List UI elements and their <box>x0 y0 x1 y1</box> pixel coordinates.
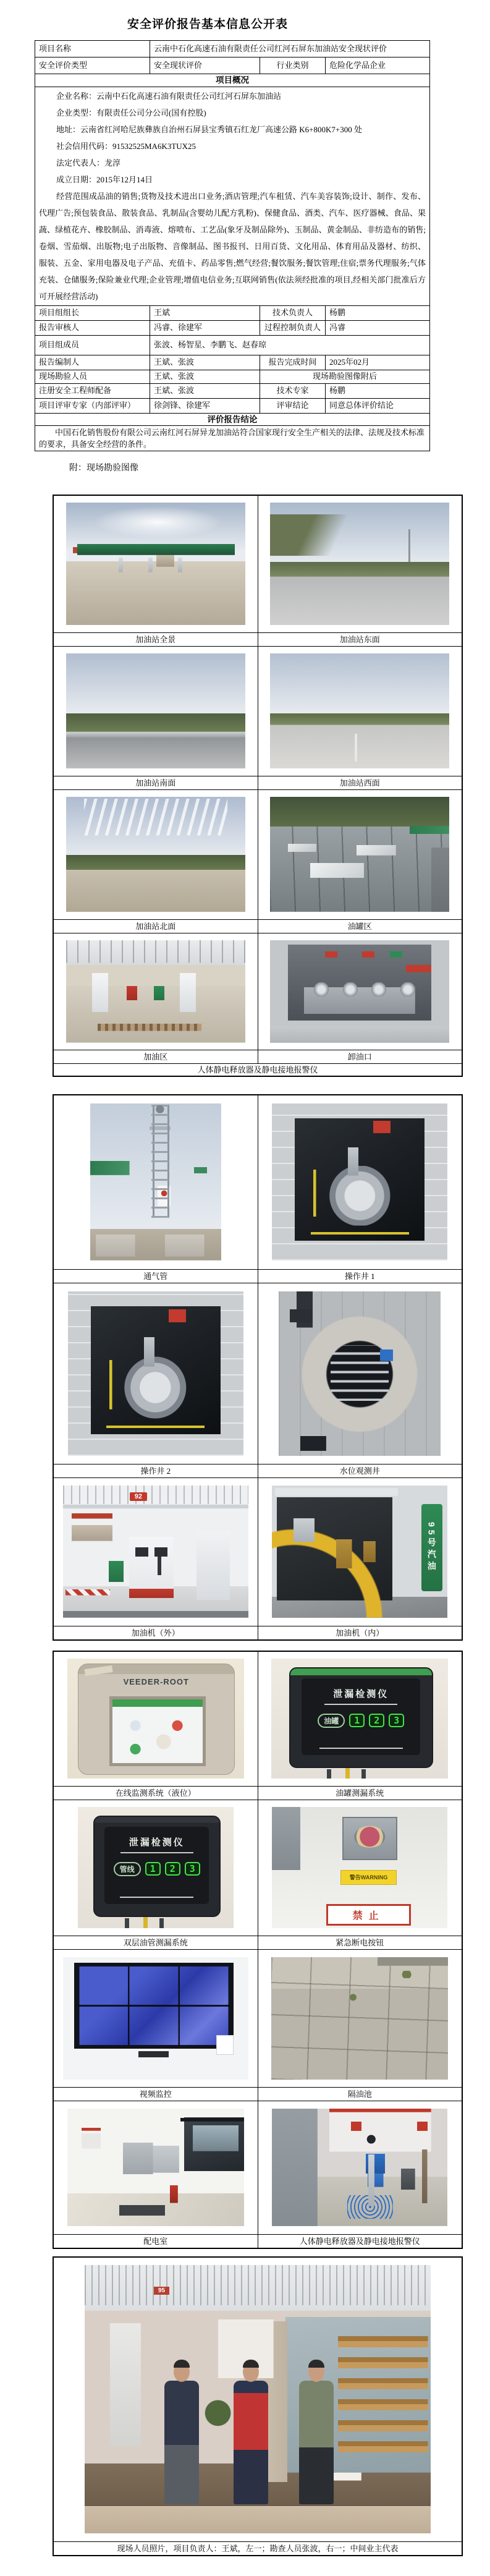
field-label: 安全评价类型 <box>35 57 150 74</box>
field-value: 冯睿、徐建军 <box>150 320 260 335</box>
caption-row <box>53 1786 462 1800</box>
photo-row <box>53 646 462 776</box>
caption-row <box>53 1626 462 1640</box>
cctv-monitor <box>74 1963 234 2049</box>
person-left <box>164 2381 199 2504</box>
table-row <box>35 383 430 398</box>
leak-detector-screen <box>104 1827 209 1904</box>
veeder-device <box>78 1664 235 1775</box>
photo-caption: 加油区 <box>53 1050 258 1063</box>
photo-caption: 操作井 1 <box>258 1269 462 1283</box>
photo-site-personnel <box>85 2265 431 2533</box>
photo-caption: 加油站西面 <box>258 776 462 789</box>
section-header-conclusion: 评价报告结论 <box>35 413 430 426</box>
leak-detector-screen <box>302 1678 420 1755</box>
photo-row <box>53 933 462 1050</box>
overview-line: 法定代表人：龙淳 <box>56 158 121 168</box>
photo-static-discharge-device <box>272 2109 447 2226</box>
photo-tank-leak-detector <box>271 1659 448 1779</box>
field-label: 项目组成员 <box>35 335 150 355</box>
field-value: 张波、杨智星、李鹏飞、赵春琼 <box>150 335 430 355</box>
digit-2: 2 <box>165 1862 180 1876</box>
photo-caption: 加油机（外） <box>53 1626 258 1640</box>
conclusion-cell <box>35 426 430 451</box>
caption-row <box>53 919 462 933</box>
photo-caption: 水位观测井 <box>258 1464 462 1477</box>
table-row <box>35 41 430 57</box>
photo-tank-area <box>270 797 449 912</box>
forbidden-sign: 禁止 <box>326 1904 411 1926</box>
photo-caption: 加油站北面 <box>53 919 258 933</box>
field-value: 危险化学品企业 <box>326 57 430 74</box>
photo-caption: 加油站东面 <box>258 632 462 646</box>
photo-station-panorama <box>66 503 245 625</box>
person-middle <box>234 2381 268 2504</box>
emergency-button-box <box>342 1817 397 1861</box>
photo-caption: 双层油管测漏系统 <box>53 1936 258 1949</box>
field-label: 报告审核人 <box>35 320 150 335</box>
caption-row <box>53 1936 462 1949</box>
attachment-note: 附：现场勘验图像 <box>69 464 138 473</box>
photo-caption: 通气管 <box>53 1269 258 1283</box>
field-value: 安全现状评价 <box>150 57 260 74</box>
photo-row <box>53 495 462 632</box>
field-label: 注册安全工程师配备 <box>35 383 150 398</box>
overview-line: 成立日期：2015年12月14日 <box>56 174 153 184</box>
photo-row <box>53 1283 462 1464</box>
leak-detector-channels <box>318 1714 404 1728</box>
tape-decoration <box>84 1665 112 1676</box>
photo-caption: 人体静电释放器及静电接地报警仪 <box>258 2234 462 2248</box>
photo-row <box>53 1095 462 1269</box>
site-photos-table-1 <box>53 495 463 1077</box>
photo-caption: 配电室 <box>53 2234 258 2248</box>
digit-2: 2 <box>369 1714 384 1727</box>
photo-row <box>53 1800 462 1936</box>
photo-row <box>53 1949 462 2087</box>
leak-detector-title: 泄漏检测仪 <box>120 1835 193 1853</box>
photo-dispenser-exterior <box>63 1486 248 1618</box>
caption-row <box>53 776 462 789</box>
leak-detector-channels <box>114 1862 200 1876</box>
basic-info-table <box>35 40 430 451</box>
field-label: 过程控制负责人 <box>260 320 326 335</box>
field-label: 技术负责人 <box>260 305 326 320</box>
photo-station-north <box>66 797 245 912</box>
photo-caption: 油罐区 <box>258 919 462 933</box>
site-photos-table-3 <box>53 1651 463 2249</box>
tank-chip: 油罐 <box>318 1714 345 1728</box>
table-row <box>35 57 430 74</box>
field-label: 技术专家 <box>260 383 326 398</box>
photo-caption: 紧急断电按钮 <box>258 1936 462 1949</box>
caption-row <box>53 1464 462 1477</box>
digit-3: 3 <box>185 1862 200 1876</box>
photo-caption: 卸油口 <box>258 1050 462 1063</box>
digit-1: 1 <box>145 1862 161 1876</box>
table-row <box>35 426 430 451</box>
fuel-grade-95-sign: 95号汽油 <box>421 1504 442 1591</box>
photo-video-surveillance <box>63 1957 248 2080</box>
caption-row <box>53 1050 462 1063</box>
photo-level-monitoring <box>67 1659 244 1779</box>
overview-line: 企业名称：云南中石化高速石油有限责任公司红河石屏东加油站 <box>56 91 282 101</box>
overview-line: 企业类型：有限责任公司分公司(国有控股) <box>56 108 206 117</box>
leak-detector-title: 泄漏检测仪 <box>324 1687 397 1705</box>
table-row <box>35 413 430 426</box>
table-row <box>35 398 430 413</box>
photo-row <box>53 1651 462 1786</box>
photo-caption: 加油站南面 <box>53 776 258 789</box>
photo-water-level-well <box>279 1291 441 1456</box>
caption-row <box>53 1063 462 1076</box>
conclusion-text: 中国石化销售股份有限公司云南红河石屏异龙加油站符合国家现行安全生产相关的法律、法规及技术标准的要求，具备安全经营的条件。 <box>39 428 425 449</box>
photo-caption: 加油机（内） <box>258 1626 462 1640</box>
photo-operation-well-1 <box>272 1103 447 1260</box>
photo-row <box>53 2257 462 2541</box>
photo-caption-full: 人体静电释放器及静电接地报警仪 <box>53 1063 462 1076</box>
warning-label: 警告WARNING <box>340 1870 397 1885</box>
veeder-root-logo: VEEDER-ROOT <box>123 1677 189 1687</box>
device-screen <box>109 1696 206 1767</box>
field-value: 王斌 <box>150 305 260 320</box>
field-label: 项目组组长 <box>35 305 150 320</box>
field-value: 2025年02月 <box>326 355 430 370</box>
table-row <box>35 305 430 320</box>
photo-unloading-port <box>270 940 449 1043</box>
overview-cell <box>35 87 430 305</box>
photo-station-west <box>270 653 449 768</box>
field-label: 报告完成时间 <box>260 355 326 370</box>
photo-station-south <box>66 653 245 768</box>
field-label: 项目评审专家（内部评审） <box>35 398 150 413</box>
photo-vent-pipe <box>90 1103 221 1260</box>
field-value: 王斌、张波 <box>150 383 260 398</box>
photo-caption: 现场人员照片，项目负责人：王斌，左一；勘查人员张波，右一；中间业主代表 <box>53 2541 462 2556</box>
digit-1: 1 <box>349 1714 365 1727</box>
photo-power-distribution-room <box>67 2109 244 2226</box>
panel-divider <box>120 1897 193 1898</box>
caption-row <box>53 2087 462 2101</box>
overview-line: 社会信用代码：91532525MA6K3TUX25 <box>56 141 196 151</box>
photo-caption: 加油站全景 <box>53 632 258 646</box>
caption-row <box>53 632 462 646</box>
field-label: 评审结论 <box>260 398 326 413</box>
leak-detector-panel <box>289 1667 433 1768</box>
section-header-overview: 项目概况 <box>35 74 430 87</box>
field-value: 杨鹏 <box>326 305 430 320</box>
photo-emergency-stop-button <box>272 1807 447 1928</box>
site-photos-table-4 <box>53 2256 463 2556</box>
field-label: 现场勘验人员 <box>35 370 150 383</box>
photo-caption: 隔油池 <box>258 2087 462 2101</box>
fuel-grade-92-sign: 92 <box>130 1492 147 1501</box>
photo-row <box>53 1477 462 1626</box>
digit-3: 3 <box>389 1714 404 1727</box>
field-value: 云南中石化高速石油有限责任公司红河石屏东加油站安全现状评价 <box>150 41 430 57</box>
photo-pipe-leak-detector <box>78 1807 234 1928</box>
site-photos-table-2 <box>53 1094 463 1641</box>
photo-caption: 操作井 2 <box>53 1464 258 1477</box>
photo-oil-separator-pit <box>271 1957 448 2080</box>
photo-row <box>53 789 462 919</box>
table-row <box>35 74 430 87</box>
field-value: 徐剑锋、徐建军 <box>150 398 260 413</box>
caption-row <box>53 1269 462 1283</box>
table-row <box>35 370 430 383</box>
field-value: 现场勘验图像附后 <box>260 370 430 383</box>
photo-dispenser-interior <box>272 1486 447 1618</box>
field-value: 王斌、张波 <box>150 355 260 370</box>
table-row <box>35 320 430 335</box>
field-label: 项目名称 <box>35 41 150 57</box>
table-row <box>35 355 430 370</box>
leak-detector-panel <box>93 1816 221 1918</box>
caption-row <box>53 2234 462 2248</box>
overview-line: 地址：云南省红河哈尼族彝族自治州石屏县宝秀镇石红龙厂高速公路 K6+800K7+300 处 <box>56 124 362 134</box>
person-right <box>299 2381 334 2504</box>
field-value: 杨鹏 <box>326 383 430 398</box>
pipe-chip: 管线 <box>114 1862 141 1876</box>
panel-divider <box>319 1748 403 1749</box>
photo-caption: 在线监测系统（液位） <box>53 1786 258 1800</box>
business-scope: 经营范围成品油的销售;货物及技术进出口业务;酒店管理;汽车租赁、汽车美容装饰;设计、制作、发布、代理广告;预包装食品、散装食品、乳制品(含婴幼儿配方乳粉)、保健食品、酒类、汽车、医疗器械、食品、果蔬、绿植花卉、橡胶制品、消毒液、熔喷布、工艺品(象牙及制品除外)、玉制品、黄金制品、非纺造布的销售;卷烟、雪茄烟、出版物;电子出版物、音像制品、图书报刊、日用百货、文化用品、体育用品及器材、纺织、服装、五金、家用电器及电子产品、充值卡、药品零售;燃气经营;餐饮服务;餐饮管理;住宿;票务代理服务;气体充装、仓储服务;保险兼业代理;企业管理;增值电信业务;互联网销售(依法须经批准的项目,经相关部门批准后方可开展经营活动) <box>39 191 426 301</box>
fuel-grade-95-canopy-sign: 95 <box>154 2287 169 2295</box>
photo-caption: 油罐测漏系统 <box>258 1786 462 1800</box>
page-title: 安全评价报告基本信息公开表 <box>127 18 288 31</box>
photo-station-east <box>270 503 449 625</box>
table-row <box>35 87 430 305</box>
field-value: 王斌、张波 <box>150 370 260 383</box>
field-value: 同意总体评价结论 <box>326 398 430 413</box>
field-label: 行业类别 <box>260 57 326 74</box>
field-value: 冯睿 <box>326 320 430 335</box>
photo-refueling-area <box>66 940 245 1043</box>
photo-operation-well-2 <box>68 1291 243 1456</box>
photo-row <box>53 2101 462 2234</box>
photo-caption: 视频监控 <box>53 2087 258 2101</box>
field-label: 报告编制人 <box>35 355 150 370</box>
caption-row <box>53 2541 462 2556</box>
table-row <box>35 335 430 355</box>
